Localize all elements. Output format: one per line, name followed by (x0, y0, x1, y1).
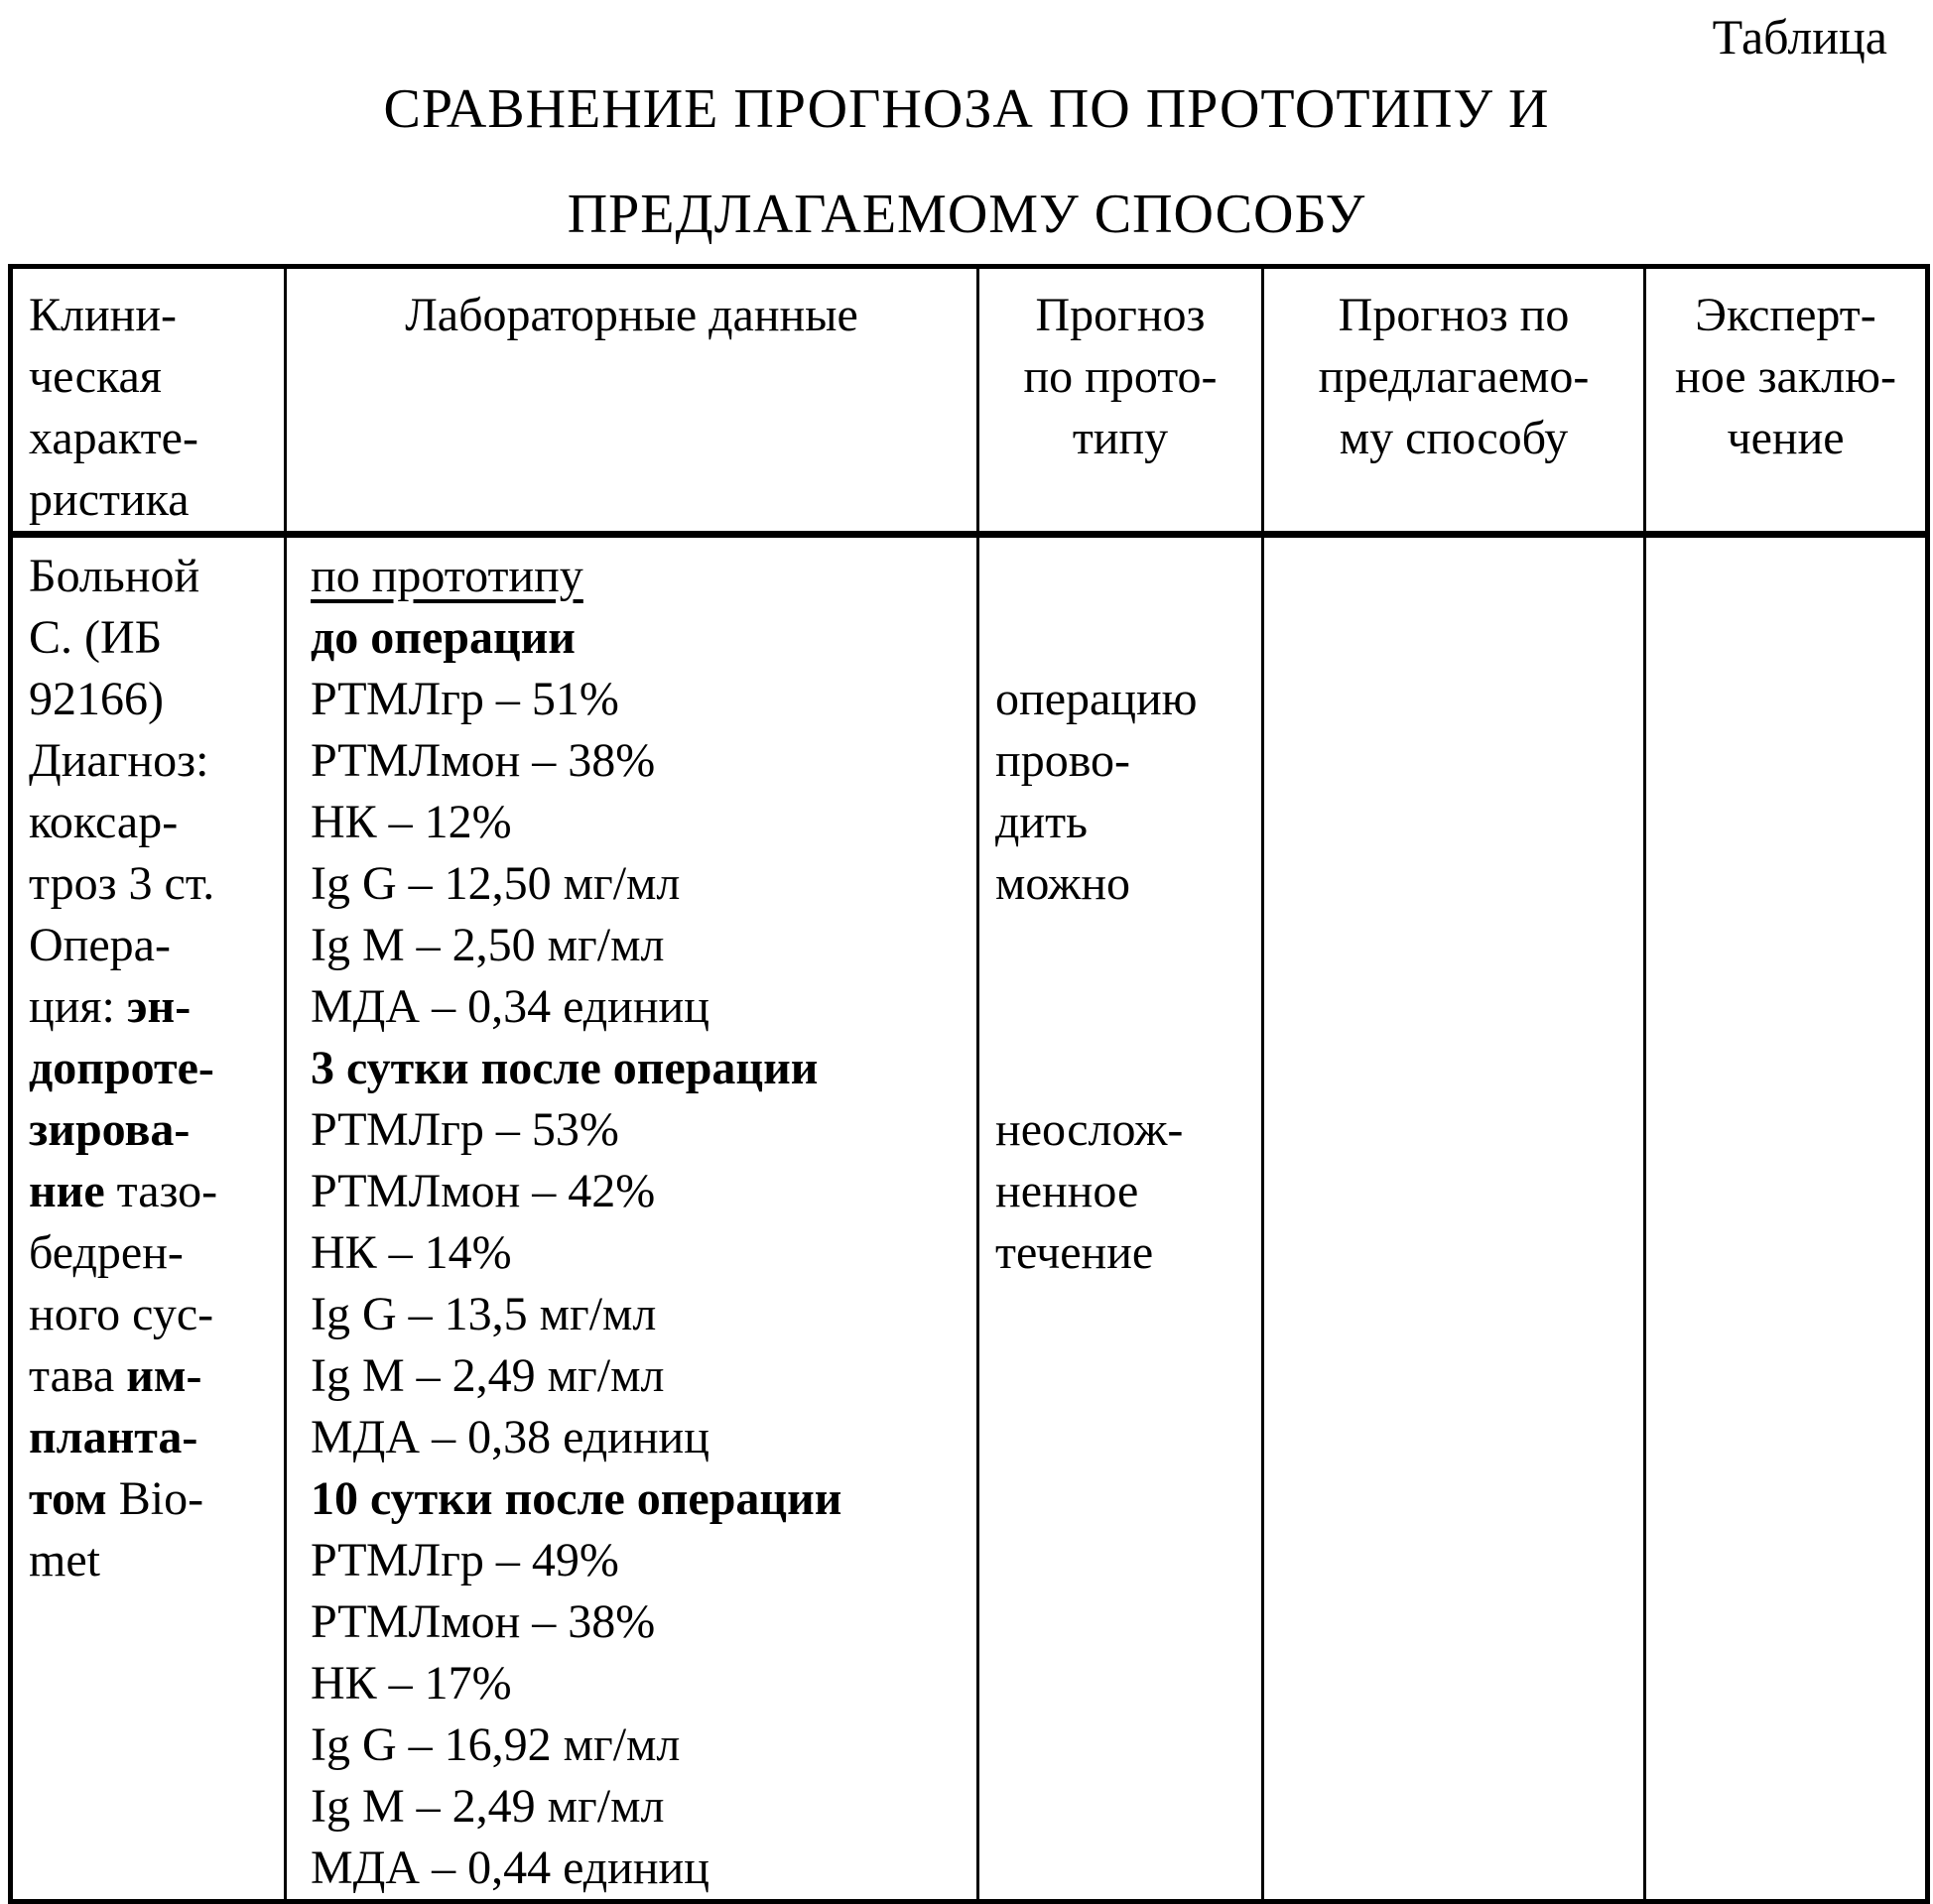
text-line (995, 1038, 1261, 1099)
text-line: 3 сутки после операции (311, 1042, 819, 1094)
text-line: РТМЛмон – 42% (311, 1165, 656, 1217)
text-line (995, 915, 1261, 976)
text-line: характе- (29, 412, 198, 464)
header-cell-prognosis-proposed (1263, 267, 1645, 535)
text-line: РТМЛгр – 53% (311, 1103, 619, 1156)
text-line: прово- (995, 734, 1131, 787)
prognosis-prototype-text (979, 538, 1261, 1284)
text-line: С. (ИБ (29, 611, 163, 664)
text-line: тава им- (29, 1349, 202, 1402)
body-cell-lab-data (286, 535, 978, 1902)
text-line: 10 сутки после операции (311, 1472, 842, 1525)
body-cell-prognosis-prototype (978, 535, 1263, 1902)
text-line: можно (995, 857, 1131, 910)
body-cell-clinical (11, 535, 286, 1902)
text-line: до операции (311, 611, 576, 664)
text-line: неослож- (995, 1103, 1184, 1156)
text-line: Ig M – 2,50 мг/мл (311, 919, 665, 971)
text-line: течение (995, 1226, 1154, 1279)
text-line: по прото- (1023, 350, 1218, 403)
header-cell-lab-data (286, 267, 978, 535)
text-line: МДА – 0,34 единиц (311, 980, 709, 1033)
text-line: met (29, 1534, 100, 1587)
text-line: ция: эн- (29, 980, 192, 1033)
text-line: МДА – 0,44 единиц (311, 1841, 709, 1894)
text-line: 92166) (29, 673, 164, 725)
lab-data-text (287, 538, 976, 1899)
text-line: зирова- (29, 1103, 191, 1156)
header-expert-text (1646, 269, 1925, 469)
text-line: Опера- (29, 919, 171, 971)
text-line: РТМЛгр – 49% (311, 1534, 619, 1587)
text-line: МДА – 0,38 единиц (311, 1411, 709, 1463)
text-line: РТМЛмон – 38% (311, 734, 656, 787)
text-line: планта- (29, 1411, 198, 1463)
prognosis-proposed-text (1264, 538, 1643, 546)
text-line: Ig G – 16,92 мг/мл (311, 1718, 681, 1771)
text-line: Ig M – 2,49 мг/мл (311, 1349, 665, 1402)
text-line: допроте- (29, 1042, 214, 1094)
header-clinical-text (13, 269, 284, 531)
text-line: ческая (29, 350, 162, 403)
text-line: Эксперт- (1695, 289, 1876, 341)
text-line: Лабораторные данные (405, 289, 858, 341)
text-line: Прогноз (1035, 289, 1206, 341)
header-cell-expert (1645, 267, 1928, 535)
text-line: РТМЛгр – 51% (311, 673, 619, 725)
header-cell-clinical (11, 267, 286, 535)
text-line: Ig G – 13,5 мг/мл (311, 1288, 657, 1340)
text-line: Ig M – 2,49 мг/мл (311, 1780, 665, 1833)
body-cell-prognosis-proposed (1263, 535, 1645, 1902)
document-title (0, 79, 1933, 244)
text-line: типу (1072, 412, 1169, 464)
body-cell-expert (1645, 535, 1928, 1902)
title-line-1: СРАВНЕНИЕ ПРОГНОЗА ПО ПРОТОТИПУ И (383, 78, 1550, 140)
text-line: троз 3 ст. (29, 857, 215, 910)
table-corner-label: Таблица (1712, 9, 1887, 64)
text-line: Больной (29, 550, 200, 602)
text-line: чение (1727, 412, 1845, 464)
text-line: бедрен- (29, 1226, 184, 1279)
text-line (995, 546, 1261, 607)
clinical-characteristic-text (13, 538, 284, 1591)
text-line: дить (995, 796, 1088, 848)
header-cell-prognosis-prototype (978, 267, 1263, 535)
comparison-table (8, 264, 1930, 1904)
text-line: ного сус- (29, 1288, 214, 1340)
text-line (995, 976, 1261, 1038)
expert-conclusion-text (1646, 538, 1925, 546)
text-line: ристика (29, 473, 190, 526)
table-row (11, 535, 1928, 1902)
text-line: коксар- (29, 796, 179, 848)
text-line: му способу (1339, 412, 1569, 464)
text-line: РТМЛмон – 38% (311, 1595, 656, 1648)
text-line: по прототипу (311, 550, 583, 602)
header-lab-text (287, 269, 976, 346)
text-line: Ig G – 12,50 мг/мл (311, 857, 681, 910)
text-line: том Bio- (29, 1472, 204, 1525)
text-line: операцию (995, 673, 1198, 725)
table-header-row (11, 267, 1928, 535)
header-prognosis-proposed-text (1264, 269, 1643, 469)
text-line: Клини- (29, 289, 178, 341)
text-line: НК – 12% (311, 796, 512, 848)
text-line: ние тазо- (29, 1165, 218, 1217)
text-line: Прогноз по (1338, 289, 1570, 341)
text-line: ное заклю- (1675, 350, 1896, 403)
text-line: НК – 17% (311, 1657, 512, 1710)
table-body (11, 535, 1928, 1902)
text-line: НК – 14% (311, 1226, 512, 1279)
title-line-2: ПРЕДЛАГАЕМОМУ СПОСОБУ (567, 184, 1366, 245)
text-line: предлагаемо- (1318, 350, 1590, 403)
text-line: ненное (995, 1165, 1139, 1217)
text-line (995, 607, 1261, 669)
header-prognosis-prototype-text (979, 269, 1261, 469)
text-line: Диагноз: (29, 734, 209, 787)
